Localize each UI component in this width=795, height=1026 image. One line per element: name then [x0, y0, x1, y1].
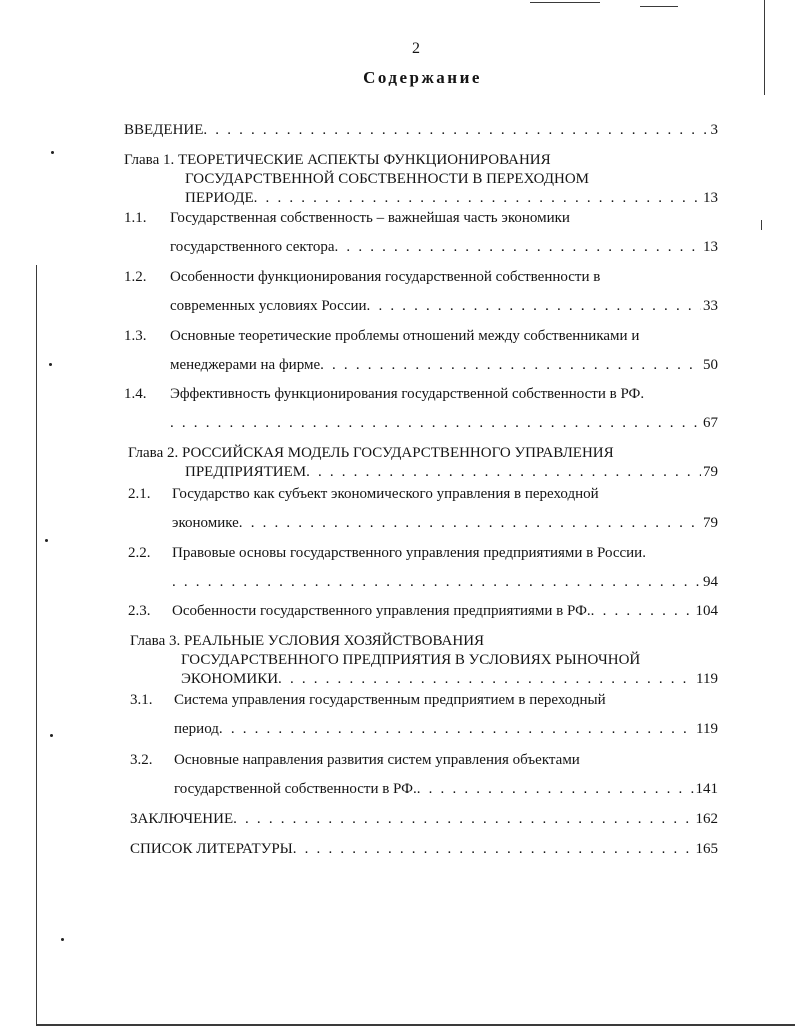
dot-leader [367, 297, 701, 316]
chapter-title-line: ПРЕДПРИЯТИЕМ [185, 464, 307, 480]
section-title-line: государственной собственности в РФ. [174, 781, 417, 797]
dot-leader [306, 463, 701, 482]
chapter-2-title-line-2 [185, 463, 718, 482]
section-1-1-line-2[interactable] [170, 238, 718, 257]
section-1-4-leader-line[interactable] [170, 414, 718, 433]
chapter-1-heading[interactable] [124, 151, 551, 170]
section-title-line: менеджерами на фирме [170, 357, 321, 373]
dot-leader [219, 720, 694, 739]
chapter-title-line: РОССИЙСКАЯ МОДЕЛЬ ГОСУДАРСТВЕННОГО УПРАВЛЕНИЯ [181, 445, 614, 461]
toc-page-number: 104 [695, 603, 718, 619]
toc-page-number: 50 [703, 357, 718, 373]
scan-edge-left [36, 265, 37, 1026]
toc-page-number: 141 [695, 781, 718, 797]
chapter-3-heading[interactable] [130, 632, 484, 651]
toc-entry-title: СПИСОК ЛИТЕРАТУРЫ [130, 841, 293, 857]
section-title-line: период [174, 721, 219, 737]
section-number: 2.1. [128, 486, 151, 502]
section-3-1-title[interactable]: Система управления государственным предприятием в переходный [174, 692, 606, 708]
chapter-label: Глава 2. [128, 445, 179, 461]
toc-entry-title: ЗАКЛЮЧЕНИЕ [130, 811, 234, 827]
chapter-title-line: РЕАЛЬНЫЕ УСЛОВИЯ ХОЗЯЙСТВОВАНИЯ [183, 633, 485, 649]
toc-page-number: 13 [703, 239, 718, 255]
scan-edge-top [640, 6, 678, 7]
chapter-2-heading[interactable] [128, 444, 614, 463]
section-title-line: экономике [172, 515, 239, 531]
toc-entry-references[interactable] [130, 840, 718, 859]
section-number: 3.1. [130, 692, 153, 708]
section-3-2-title[interactable]: Основные направления развития систем управления объектами [174, 752, 580, 768]
section-1-4-title[interactable]: Эффективность функционирования государственной собственности в РФ. [170, 386, 645, 402]
toc-entry-conclusion[interactable] [130, 810, 718, 829]
section-number: 1.3. [124, 328, 147, 344]
dot-leader [335, 238, 701, 257]
scan-mark [761, 220, 762, 230]
dot-leader [320, 356, 701, 375]
section-title-line: государственного сектора [170, 239, 335, 255]
page-title: Содержание [363, 68, 482, 87]
toc-page-number: 162 [695, 811, 718, 827]
toc-page-number: 33 [703, 298, 718, 314]
dot-leader [233, 810, 693, 829]
section-2-2-title[interactable]: Правовые основы государственного управления предприятиями в России. [172, 545, 646, 561]
scan-edge-top [530, 2, 600, 3]
section-number: 1.4. [124, 386, 147, 402]
section-number: 2.3. [128, 603, 151, 619]
section-number: 1.1. [124, 210, 147, 226]
page-number: 2 [412, 40, 420, 57]
dot-leader [170, 414, 701, 433]
section-1-2-line-2[interactable] [170, 297, 718, 316]
toc-page-number: 165 [695, 841, 718, 857]
dot-leader [591, 602, 694, 621]
section-number: 1.2. [124, 269, 147, 285]
chapter-3-title-line-2: ГОСУДАРСТВЕННОГО ПРЕДПРИЯТИЯ В УСЛОВИЯХ РЫНОЧНОЙ [181, 652, 641, 668]
chapter-1-title-line-2: ГОСУДАРСТВЕННОЙ СОБСТВЕННОСТИ В ПЕРЕХОДНОМ [185, 171, 589, 187]
section-1-2-title[interactable]: Особенности функционирования государственной собственности в [170, 269, 601, 285]
toc-page-number: 79 [703, 464, 718, 480]
scan-speck [45, 539, 48, 542]
toc-page-number: 79 [703, 515, 718, 531]
chapter-label: Глава 3. [130, 633, 181, 649]
chapter-title-line: ПЕРИОДЕ [185, 190, 254, 206]
section-title-line: современных условиях России [170, 298, 367, 314]
section-2-1-line-2[interactable] [172, 514, 718, 533]
dot-leader [417, 780, 694, 799]
section-number: 3.2. [130, 752, 153, 768]
toc-page-number: 119 [696, 671, 718, 687]
dot-leader [293, 840, 694, 859]
chapter-1-title-line-3 [185, 189, 718, 208]
section-1-3-title[interactable]: Основные теоретические проблемы отношений между собственниками и [170, 328, 640, 344]
scan-speck [49, 363, 52, 366]
toc-page-number: 67 [703, 415, 718, 431]
chapter-title-line: ТЕОРЕТИЧЕСКИЕ АСПЕКТЫ ФУНКЦИОНИРОВАНИЯ [177, 152, 551, 168]
section-3-2-line-2[interactable] [174, 780, 718, 799]
dot-leader [203, 121, 708, 140]
scan-speck [61, 938, 64, 941]
section-2-1-title[interactable]: Государство как субъект экономического управления в переходной [172, 486, 599, 502]
section-1-1-title[interactable]: Государственная собственность – важнейшая часть экономики [170, 210, 570, 226]
toc-entry-title: ВВЕДЕНИЕ [124, 122, 204, 138]
dot-leader [172, 573, 701, 592]
section-2-3-title[interactable] [172, 602, 718, 621]
toc-page-number: 119 [696, 721, 718, 737]
section-title-line: Особенности государственного управления предприятиями в РФ. [172, 603, 591, 619]
section-2-2-leader-line[interactable] [172, 573, 718, 592]
chapter-label: Глава 1. [124, 152, 175, 168]
toc-page-number: 94 [703, 574, 718, 590]
toc-page-number: 13 [703, 190, 718, 206]
dot-leader [239, 514, 701, 533]
section-3-1-line-2[interactable] [174, 720, 718, 739]
toc-page-number: 3 [710, 122, 718, 138]
scan-speck [51, 151, 54, 154]
dot-leader [278, 670, 694, 689]
section-number: 2.2. [128, 545, 151, 561]
chapter-title-line: ЭКОНОМИКИ [181, 671, 279, 687]
toc-entry-intro[interactable] [124, 121, 718, 140]
chapter-3-title-line-3 [181, 670, 718, 689]
section-1-3-line-2[interactable] [170, 356, 718, 375]
dot-leader [254, 189, 701, 208]
scan-speck [50, 734, 53, 737]
